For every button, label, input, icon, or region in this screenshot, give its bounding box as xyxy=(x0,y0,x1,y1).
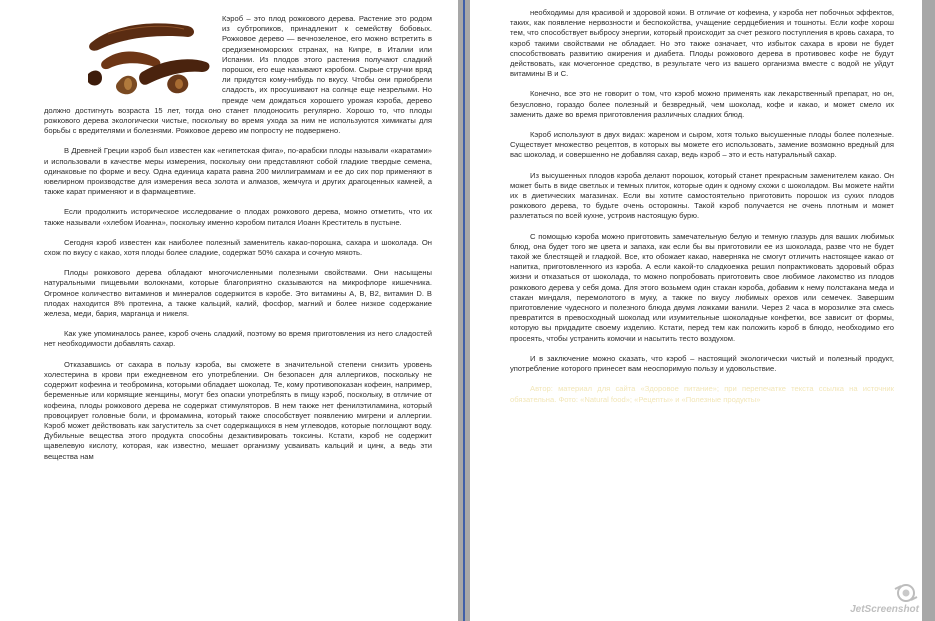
paragraph: С помощью кэроба можно приготовить замечательную белую и темную глазурь для ваших любимых блюд, она будет того же цвета и запаха, как если бы вы приготовили ее из шоколада, разве что не будет такой же блестящей и гладкой. Все, кто обожает какао, наверняка не смогут отличить настоящее какао от напитка, приготовленного из кэроба. А если какой-то сладкоежка решил попрактиковать здоровый образ жизни и отказаться от шоколада, то можно попробовать приготовить свое любимое лакомство из плодов рожкового дерева у себя дома. Для этого возьмем один стакан кэроба, добавим к нему полстакана меда и стакан миндаля, перемолотого в муку, а также по вкусу любимых орехов или семечек. Завершим приготовление чудесного и полезного блюда двумя ложками ванили. Через 2 часа в морозилке эта смесь превратится в превосходный шоколад или изумительные шоколадные конфетки, все зависит от формы, которую вы придадите своему изделию. Кстати, перед тем как положить кэроб в блюдо, необходимо его просеять, чтобы устранить комочки и насытить тесто воздухом. xyxy=(510,231,894,343)
paragraph: Отказавшись от сахара в пользу кэроба, вы сможете в значительной степени снизить уровень холестерина в крови при ежедневном его употреблении. Он безопасен для аллергиков, поскольку не содержит кофеина и теобромина, которыми обладает шоколад. Те, кому противопоказан кофеин, например, беременные или кормящие женщины, могут без опаски употреблять в пищу кэроб, поскольку, в отличие от кофеина, плоды рожкового дерева не содержат стимуляторов. В нем также нет фенилэтиламина, который провоцирует головные боли, и фромамина, который также способствует появлению мигрени и аллергии. Кэроб может действовать как загуститель за счет содержащихся в нем углеводов, которые поглощают воду. Дубильные вещества этого продукта способны дезактивировать токсины. Кстати, кэроб не содержит щавелевую кислоту, которая, как известно, мешает организму усваивать кальций и цинк, а ведь эти вещества нам xyxy=(44,359,432,461)
paragraph: Плоды рожкового дерева обладают многочисленными полезными свойствами. Они насыщены натуральными пищевыми волокнами, которые благоприятно сказываются на микрофлоре кишечника. Огромное количество витаминов и минералов содержится в кэробе. Это витамины A, B, B2, витамин D. В плодах находится 8% протеина, а также кальций, калий, фосфор, магний и более низкое содержание железа, меди, бария, марганца и никеля. xyxy=(44,268,432,319)
paragraph: Если продолжить историческое исследование о плодах рожкового дерева, можно отметить, что их также называли «хлебом Иоанна», поскольку именно кэробом питался Иоанн Креститель в пустыне. xyxy=(44,207,432,227)
paragraph: необходимы для красивой и здоровой кожи. В отличие от кофеина, у кэроба нет побочных эффектов, таких, как появление нервозности и беспокойства, учащение сердцебиения и тошноты. Если кофе хорош тем, что способствует выбросу энергии, который происходит за счет резкого поступления в кровь сахара, то кэроб такими свойствами не обладает. Но это также означает, что избыток сахара в крови не будет способствовать развитию ожирения и диабета. Плоды рожкового дерева в противовес кофе не будут действовать, как мочегонное средство, в результате чего из вашего организма вместе с водой не уйдут витамины В и С. xyxy=(510,8,894,79)
right-page xyxy=(470,0,922,621)
paragraph: Конечно, все это не говорит о том, что кэроб можно применять как лекарственный препарат, но он, безусловно, гораздо более полезный и безвредный, чем шоколад, кофе и какао, и может смело их заменить даже во время приготовления различных сладких блюд. xyxy=(510,89,894,119)
page-divider xyxy=(463,0,465,621)
watermark-text: JetScreenshot xyxy=(850,604,919,615)
camera-logo-icon xyxy=(893,583,919,603)
faded-footer-text: Автор: материал для сайта «Здоровое питание»; при перепечатке текста ссылка на источник обязательна. Фото: «Natural food»; «Рецепты» и «Полезные продукты» xyxy=(510,384,894,404)
paragraph: Из высушенных плодов кэроба делают порошок, который станет прекрасным заменителем какао. Он может быть в виде светлых и темных плиток, которые один к одному схожи с шоколадом. Вы можете найти их в диетических магазинах. Если вы хотите самостоятельно приготовить порошок из сухих плодов рожкового дерева, то будьте очень осторожны. Такой кэроб получается не очень плотным и может разлетаться по всей кухне, устроив настоящую бурю. xyxy=(510,170,894,221)
scrollbar-area xyxy=(922,0,935,621)
paragraph: И в заключение можно сказать, что кэроб – настоящий экологически чистый и полезный продукт, употребление которого принесет вам неоспоримую пользу и удовольствие. xyxy=(510,353,894,374)
paragraph: Как уже упоминалось ранее, кэроб очень сладкий, поэтому во время приготовления из него сладостей нет необходимости добавлять сахар. xyxy=(44,329,432,349)
paragraph: В Древней Греции кэроб был известен как «египетская фига», по-арабски плоды называли «каратами» и использовали в качестве меры измерения, поскольку они представляют собой гладкие твердые семена, одинаковые по форме и весу. Одна единица карата равна 200 миллиграммам и ее до сих пор применяют в ювелирном производстве для измерения веса золота и алмазов, жемчуга и других драгоценных камней, а также карат применяют и в фармацевтике. xyxy=(44,146,432,197)
paragraph: Сегодня кэроб известен как наиболее полезный заменитель какао-порошка, сахара и шоколада. Он схож по вкусу с какао, хотя плоды более сладкие, содержат 50% сахара и сочную мякоть. xyxy=(44,237,432,258)
paragraph: Кэроб используют в двух видах: жареном и сыром, хотя только высушенные плоды более полезные. Существует множество рецептов, в которых вы можете его использовать, замение возможно вредный для вас шоколад, и совершенно не добавляя сахар, ведь кэроб – это и есть натуральный сахар. xyxy=(510,130,894,160)
left-page xyxy=(0,0,458,621)
carob-pods-image xyxy=(84,14,214,102)
watermark xyxy=(850,583,919,615)
paragraph: Кэроб – это плод рожкового дерева. Растение это родом из субтропиков, принадлежит к семейству бобовых. Рожковое дерево — вечнозеленое, его можно встретить в средиземноморских странах, на Кипре, в Италии или Испании. Из плодов этого растения получают сладкий порошок, его еще называют кэробом. Сырые стручки вряд ли придутся кому-нибудь по вкусу. Чтобы они приобрели сладость, их просушивают на солнце еще незрелыми. Но прежде чем дождаться хорошего урожая кэроба, дерево должно достигнуть возраста 15 лет, тогда оно станет плодоносить регулярно. Хорошо то, что плоды рожкового дерева экологически чистые, поскольку во время ухода за ним не используются химикаты для борьбы с вредителями и болезнями. Рожковое дерево им попросту не подвержено. xyxy=(44,14,432,136)
